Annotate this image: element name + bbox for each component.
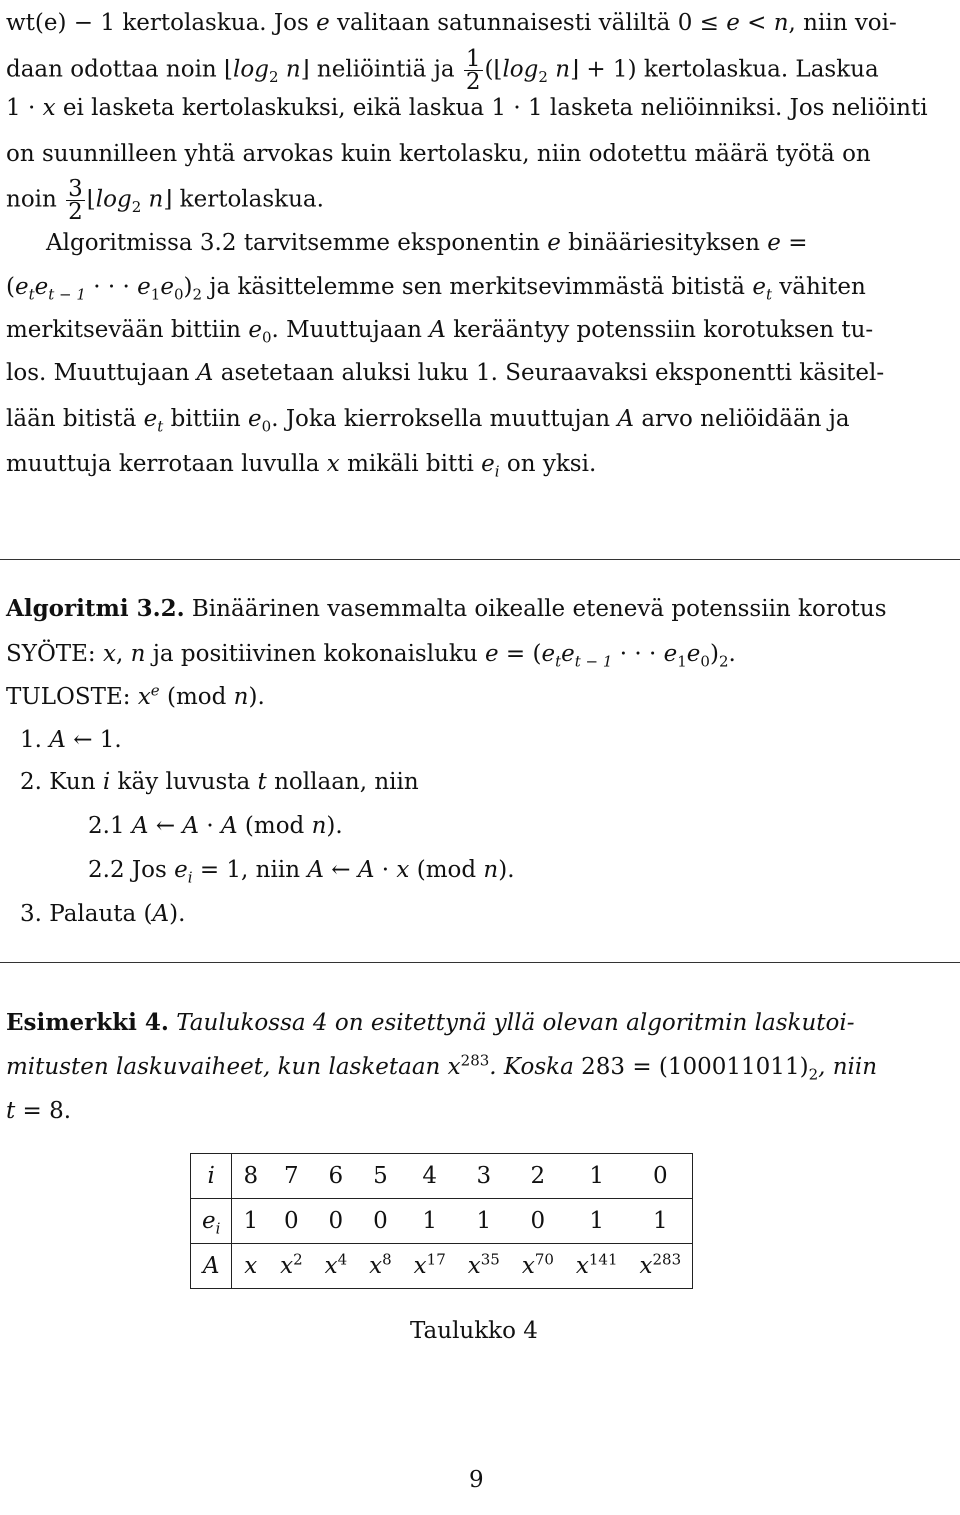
- table-cell: 1: [403, 1199, 457, 1244]
- table-cell: 1: [457, 1199, 511, 1244]
- text-line: muuttuja kerrotaan luvulla x mikäli bitti $e_i$ on yksi.: [6, 451, 597, 481]
- table-cell: 0: [314, 1199, 359, 1244]
- text-line: los. Muuttujaan A asetetaan aluksi luku 1. Seuraavaksi eksponentti käsitel-: [6, 360, 885, 386]
- table-cell: 0: [629, 1154, 693, 1199]
- table-row: [191, 1199, 693, 1244]
- table-cell: 5: [358, 1154, 403, 1199]
- fraction: $\frac{1}{2}$: [465, 46, 481, 95]
- text-line: mitusten laskuvaiheet, kun lasketaan $x^{283}$. Koska $283 = (100011011)_2$, niin: [6, 1051, 878, 1084]
- table-header-e: $e_i$: [191, 1199, 232, 1244]
- table-cell: $x^{35}$: [457, 1244, 511, 1289]
- algorithm-step: 2.1 A ← A · A (mod n).: [88, 813, 343, 839]
- table-cell: 4: [403, 1154, 457, 1199]
- table-cell: 7: [269, 1154, 314, 1199]
- table-cell: $x^4$: [314, 1244, 359, 1289]
- table-cell: $x^{70}$: [511, 1244, 565, 1289]
- table-cell: 1: [565, 1199, 629, 1244]
- text-line: lään bitistä $e_t$ bittiin $e_0$. Joka kierroksella muuttujan A arvo neliöidään ja: [6, 406, 850, 436]
- table-header-i: i: [191, 1154, 232, 1199]
- divider: [0, 559, 960, 560]
- algorithm-step: 2.2 Jos $e_i = 1$, niin A ← A · x (mod n).: [88, 857, 515, 887]
- text-line: 1 · x ei lasketa kertolaskuksi, eikä laskua 1 · 1 lasketa neliöinniksi. Jos neliöinti: [6, 95, 928, 121]
- text-line: wt(e) − 1 kertolaskua. Jos e valitaan satunnaisesti väliltä 0 ≤ e < n, niin voi-: [6, 10, 897, 36]
- text-line: merkitsevään bittiin $e_0$. Muuttujaan A kerääntyy potenssiin korotuksen tu-: [6, 317, 874, 347]
- table-cell: 2: [511, 1154, 565, 1199]
- table-cell: $x^2$: [269, 1244, 314, 1289]
- table-caption: Taulukko 4: [410, 1318, 538, 1344]
- table-cell: 8: [232, 1154, 269, 1199]
- table-cell: 3: [457, 1154, 511, 1199]
- text-line: Algoritmissa 3.2 tarvitsemme eksponentin e binääriesityksen e =: [46, 230, 808, 256]
- algorithm-title: Algoritmi 3.2. Binäärinen vasemmalta oikealle etenevä potenssiin korotus: [6, 595, 887, 622]
- algorithm-input: SYÖTE: x, n ja positiivinen kokonaisluku $e = (e_te_{t - 1}$ · · · $e_1e_0)_2$.: [6, 641, 736, 671]
- table-cell: 0: [358, 1199, 403, 1244]
- table-cell: 0: [269, 1199, 314, 1244]
- page-number: 9: [469, 1467, 484, 1493]
- algorithm-step: 2. Kun i käy luvusta t nollaan, niin: [20, 769, 419, 795]
- text-line: t = 8.: [6, 1098, 72, 1124]
- table-cell: 1: [232, 1199, 269, 1244]
- example-heading: Esimerkki 4. Taulukossa 4 on esitettynä yllä olevan algoritmin laskutoi-: [6, 1009, 855, 1036]
- table-cell: 1: [565, 1154, 629, 1199]
- text-line: noin $\frac{3}{2}$ $⌊\log_2$ n⌋ kertolaskua.: [6, 176, 324, 225]
- algorithm-step: 3. Palauta (A).: [20, 901, 186, 927]
- table-cell: $x^{17}$: [403, 1244, 457, 1289]
- table-cell: $x^{141}$: [565, 1244, 629, 1289]
- table-cell: $x^{283}$: [629, 1244, 693, 1289]
- algorithm-step: 1. A ← 1.: [20, 727, 122, 753]
- table-cell: 0: [511, 1199, 565, 1244]
- text-line: ($e_te_{t - 1}$ · · · $e_1e_0)_2$ ja käsittelemme sen merkitsevimmästä bitistä $e_t$ vähiten: [6, 274, 866, 304]
- table-row: [191, 1244, 693, 1289]
- table-row: [191, 1154, 693, 1199]
- table-cell: 6: [314, 1154, 359, 1199]
- text-line: on suunnilleen yhtä arvokas kuin kertolasku, niin odotettu määrä työtä on: [6, 141, 871, 167]
- text-line: daan odottaa noin $⌊\log_2$ n⌋ neliöintiä ja $\frac{1}{2}$ ($⌊\log_2$ n⌋ + 1) kertolaskua. Laskua: [6, 46, 879, 95]
- table-cell: x: [232, 1244, 269, 1289]
- table-cell: $x^8$: [358, 1244, 403, 1289]
- table-header-A: A: [191, 1244, 232, 1289]
- divider: [0, 962, 960, 963]
- table-cell: 1: [629, 1199, 693, 1244]
- algorithm-output: TULOSTE: $x^e$ (mod n).: [6, 681, 265, 710]
- fraction: $\frac{3}{2}$: [68, 176, 83, 225]
- computation-table: [190, 1153, 693, 1289]
